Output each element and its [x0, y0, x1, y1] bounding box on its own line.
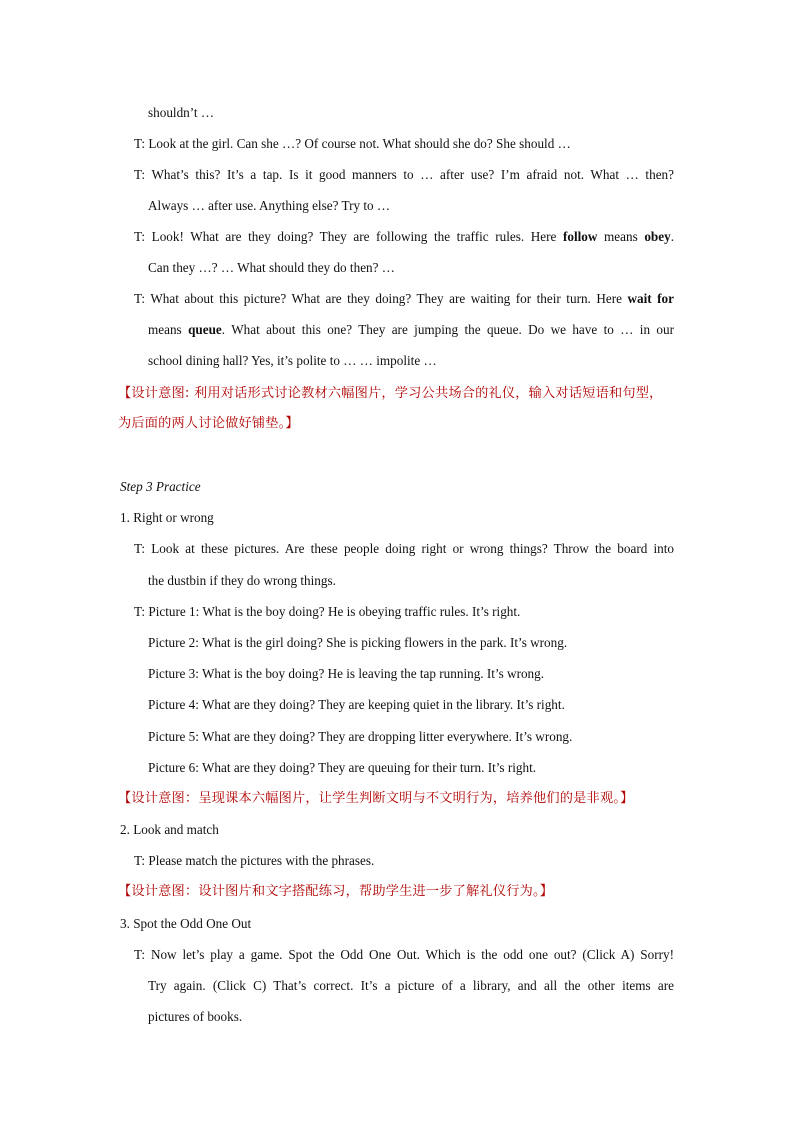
- dialogue-line: T: Picture 1: What is the boy doing? He is obeying traffic rules. It’s right.: [134, 604, 521, 619]
- design-intent-note: 【设计意图：呈现课本六幅图片，让学生判断文明与不文明行为，培养他们的是非观。】: [118, 791, 634, 806]
- dialogue-line: T: Now let’s play a game. Spot the Odd One Out. Which is the odd one out? (Click A) Sorry!: [134, 947, 674, 962]
- dialogue-line: the dustbin if they do wrong things.: [148, 573, 336, 588]
- dialogue-line: Picture 3: What is the boy doing? He is leaving the tap running. It’s wrong.: [148, 666, 545, 681]
- dialogue-line: [148, 321, 674, 339]
- subsection-heading: 1. Right or wrong: [120, 510, 214, 525]
- dialogue-line: T: Look at the girl. Can she …? Of course not. What should she do? She should …: [134, 136, 571, 151]
- dialogue-line: pictures of books.: [148, 1009, 243, 1024]
- bold-term-follow: follow: [562, 229, 598, 244]
- dialogue-line: shouldn’t …: [148, 105, 215, 120]
- dialogue-line: T: Please match the pictures with the phrases.: [134, 853, 375, 868]
- dialogue-line: T: Look at these pictures. Are these people doing right or wrong things? Throw the board into: [134, 541, 674, 556]
- dialogue-line: [134, 228, 674, 246]
- design-intent-note: 【设计意图：设计图片和文字搭配练习，帮助学生进一步了解礼仪行为。】: [118, 884, 554, 899]
- text-span: .: [670, 229, 674, 244]
- text-span: means: [148, 322, 189, 337]
- subsection-heading: 2. Look and match: [120, 822, 219, 837]
- text-span: means: [597, 229, 645, 244]
- section-heading: Step 3 Practice: [120, 479, 201, 494]
- dialogue-line: Picture 4: What are they doing? They are keeping quiet in the library. It’s right.: [148, 697, 565, 712]
- text-span: T: Look! What are they doing? They are following the traffic rules. Here: [134, 229, 563, 244]
- design-intent-note: 为后面的两人讨论做好铺垫。】: [118, 416, 299, 431]
- bold-term-obey: obey: [644, 229, 671, 244]
- dialogue-line: T: What’s this? It’s a tap. Is it good manners to … after use? I’m afraid not. What … then?: [134, 167, 674, 182]
- bold-term-wait-for: wait for: [627, 291, 674, 306]
- text-span: T: What about this picture? What are they doing? They are waiting for their turn. Here: [134, 291, 628, 306]
- subsection-heading: 3. Spot the Odd One Out: [120, 916, 252, 931]
- text-span: . What about this one? They are jumping the queue. Do we have to … in our: [221, 322, 674, 337]
- dialogue-line: Picture 5: What are they doing? They are dropping litter everywhere. It’s wrong.: [148, 729, 573, 744]
- dialogue-line: Picture 6: What are they doing? They are queuing for their turn. It’s right.: [148, 760, 537, 775]
- dialogue-line: Picture 2: What is the girl doing? She is picking flowers in the park. It’s wrong.: [148, 635, 568, 650]
- dialogue-line: school dining hall? Yes, it’s polite to … … impolite …: [148, 353, 437, 368]
- design-intent-note: 【设计意图: 利用对话形式讨论教材六幅图片，学习公共场合的礼仪，输入对话短语和句型，: [118, 386, 663, 401]
- dialogue-line: Can they …? … What should they do then? …: [148, 260, 395, 275]
- dialogue-line: [134, 290, 674, 308]
- bold-term-queue: queue: [188, 322, 222, 337]
- dialogue-line: Always … after use. Anything else? Try to …: [148, 198, 391, 213]
- dialogue-line: Try again. (Click C) That’s correct. It’s a picture of a library, and all the other items are: [148, 978, 674, 993]
